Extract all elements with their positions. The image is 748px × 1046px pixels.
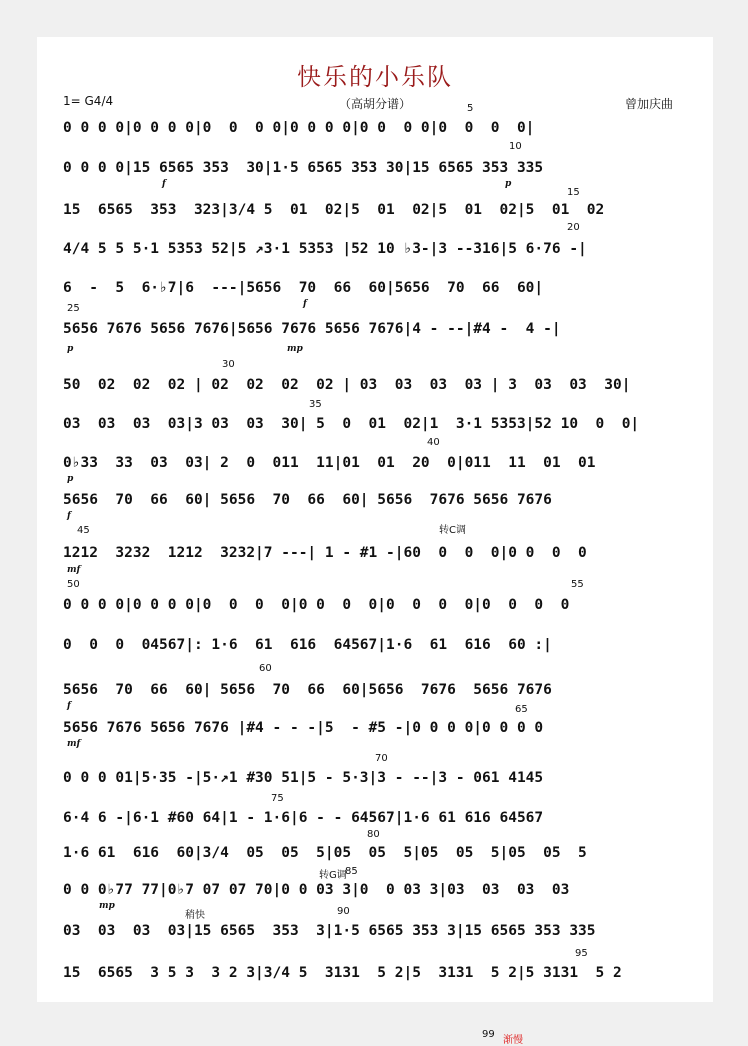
- dynamic-mark: p: [67, 344, 74, 354]
- measure-number: 35: [309, 399, 322, 410]
- system-8: 03 03 03 03|3 03 03 30| 5 0 01 02|1 3·1 5353|52 10 0 0|: [63, 416, 640, 432]
- key-change-label: 转G调: [319, 870, 347, 881]
- dynamic-mark: p: [505, 179, 512, 189]
- key-signature: 1= G4/4: [63, 94, 114, 108]
- system-13: 0 0 0 04567|: 1·6 61 616 64567|1·6 61 616 60 :|: [63, 637, 552, 653]
- dynamic-mark: f: [303, 299, 307, 309]
- measure-number: 85: [345, 866, 358, 877]
- measure-number: 90: [337, 906, 350, 917]
- dynamic-mark: f: [67, 511, 71, 521]
- measure-number: 55: [571, 579, 584, 590]
- measure-number: 70: [375, 753, 388, 764]
- system-2: 0 0 0 0|15 6565 353 30|1·5 6565 353 30|15 6565 353 335: [63, 160, 544, 176]
- measure-number: 95: [575, 948, 588, 959]
- dynamic-mark: mp: [287, 344, 303, 354]
- measure-number: 25: [67, 303, 80, 314]
- measure-number: 50: [67, 579, 80, 590]
- measure-number: 10: [509, 141, 522, 152]
- measure-number: 65: [515, 704, 528, 715]
- system-9: 0♭33 33 03 03| 2 0 011 11|01 01 20 0|011 11 01 01: [63, 455, 596, 471]
- measure-number: 20: [567, 222, 580, 233]
- system-3: 15 6565 353 323|3/4 5 01 02|5 01 02|5 01 02|5 01 02: [63, 202, 605, 218]
- dynamic-mark: p: [67, 474, 74, 484]
- measure-number: 15: [567, 187, 580, 198]
- system-19: 0 0 0♭77 77|0♭7 07 07 70|0 0 03 3|0 0 03 3|03 03 03 03: [63, 882, 570, 898]
- measure-number: 99: [482, 1029, 495, 1040]
- dynamic-mark: mf: [67, 739, 81, 749]
- score-sheet: [37, 37, 713, 1046]
- system-4: 4/4 5 5 5·1 5353 52|5 ↗3·1 5353 |52 10 ♭3-|3 --316|5 6·76 -|: [63, 241, 587, 257]
- composer: 曾加庆曲: [624, 97, 673, 111]
- system-12: 0 0 0 0|0 0 0 0|0 0 0 0|0 0 0 0|0 0 0 0|0 0 0 0: [63, 597, 570, 613]
- measure-number: 30: [222, 359, 235, 370]
- system-20: 03 03 03 03|15 6565 353 3|1·5 6565 353 3|15 6565 353 335: [63, 923, 596, 939]
- tempo-label: 稍快: [185, 910, 205, 921]
- system-21: 15 6565 3 5 3 3 2 3|3/4 5 3131 5 2|5 3131 5 2|5 3131 5 2: [63, 965, 622, 981]
- dynamic-mark: mf: [67, 565, 81, 575]
- system-17: 6·4 6 -|6·1 #60 64|1 - 1·6|6 - - 64567|1·6 61 616 64567: [63, 810, 544, 826]
- system-10: 5656 70 66 60| 5656 70 66 60| 5656 7676 5656 7676: [63, 492, 552, 508]
- tempo-label: 渐慢: [503, 1035, 523, 1046]
- dynamic-mark: f: [67, 701, 71, 711]
- system-11: 1212 3232 1212 3232|7 ---| 1 - #1 -|60 0 0 0|0 0 0 0: [63, 545, 587, 561]
- key-change-label: 转C调: [439, 525, 466, 536]
- system-1: 0 0 0 0|0 0 0 0|0 0 0 0|0 0 0 0|0 0 0 0|0 0 0 0|: [63, 120, 535, 136]
- dynamic-mark: mp: [99, 901, 115, 911]
- score-title: 快乐的小乐队: [297, 63, 453, 91]
- measure-number: 5: [467, 103, 474, 114]
- part-label: （高胡分谱）: [338, 97, 411, 111]
- system-14: 5656 70 66 60| 5656 70 66 60|5656 7676 5656 7676: [63, 682, 552, 698]
- measure-number: 80: [367, 829, 380, 840]
- system-16: 0 0 0 01|5·35 -|5·↗1 #30 51|5 - 5·3|3 - --|3 - 061 4145: [63, 770, 544, 786]
- system-7: 50 02 02 02 | 02 02 02 02 | 03 03 03 03 | 3 03 03 30|: [63, 377, 631, 393]
- system-6: 5656 7676 5656 7676|5656 7676 5656 7676|4 - --|#4 - 4 -|: [63, 321, 561, 337]
- measure-number: 40: [427, 437, 440, 448]
- dynamic-mark: f: [162, 179, 166, 189]
- measure-number: 75: [271, 793, 284, 804]
- system-18: 1·6 61 616 60|3/4 05 05 5|05 05 5|05 05 5|05 05 5: [63, 845, 587, 861]
- measure-number: 45: [77, 525, 90, 536]
- measure-number: 60: [259, 663, 272, 674]
- system-15: 5656 7676 5656 7676 |#4 - - -|5 - #5 -|0 0 0 0|0 0 0 0: [63, 720, 544, 736]
- system-5: 6 - 5 6·♭7|6 ---|5656 70 66 60|5656 70 66 60|: [63, 280, 544, 296]
